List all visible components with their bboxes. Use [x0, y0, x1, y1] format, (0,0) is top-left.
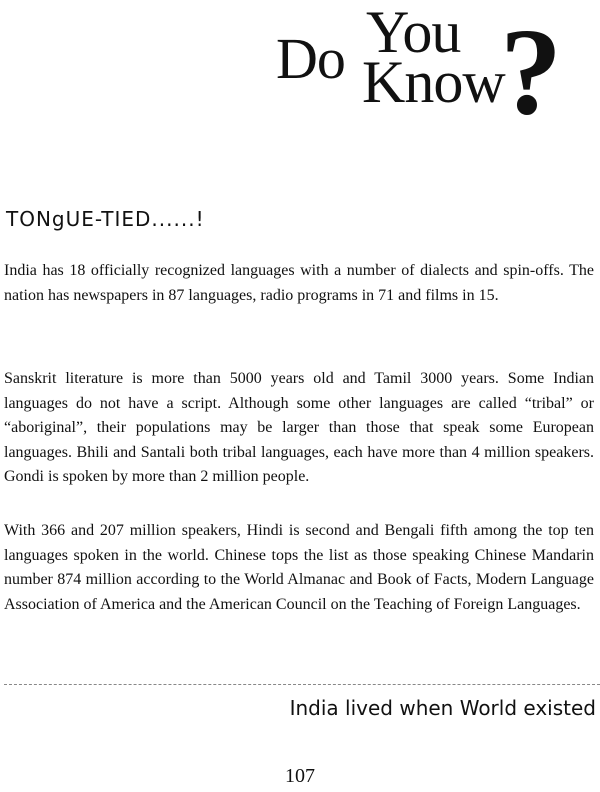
question-mark-icon: ?	[500, 3, 562, 140]
section-heading: TONgUE-TIED......!	[6, 207, 205, 231]
footer-divider	[4, 684, 600, 685]
paragraph-speakers: With 366 and 207 million speakers, Hindi is second and Bengali fifth among the top ten languages spoken in the world. Chinese tops the list as those speaking Chinese Mandarin number 874 million according to the World Almanac and Book of Facts, Modern Language Association of America and the American Council on the Teaching of Foreign Languages.	[4, 522, 594, 613]
paragraph-languages: India has 18 officially recognized languages with a number of dialects and spin-offs. The nation has newspapers in 87 languages, radio programs in 71 and films in 15.	[4, 262, 594, 304]
banner-word-do: Do	[276, 26, 345, 91]
footer-title: India lived when World existed	[289, 696, 596, 720]
page-number: 107	[285, 765, 315, 787]
banner-word-know: Know	[362, 49, 505, 115]
banner-word-you: You	[366, 0, 461, 65]
paragraph-sanskrit: Sanskrit literature is more than 5000 years old and Tamil 3000 years. Some Indian languages do not have a script. Although some other languages are called “tribal” or “aboriginal”, their populations may be larger than those that speak some European languages. Bhili and Santali both tribal languages, each have more than 4 million speakers. Gondi is spoken by more than 2 million people.	[4, 370, 594, 485]
do-you-know-banner	[268, 0, 598, 150]
